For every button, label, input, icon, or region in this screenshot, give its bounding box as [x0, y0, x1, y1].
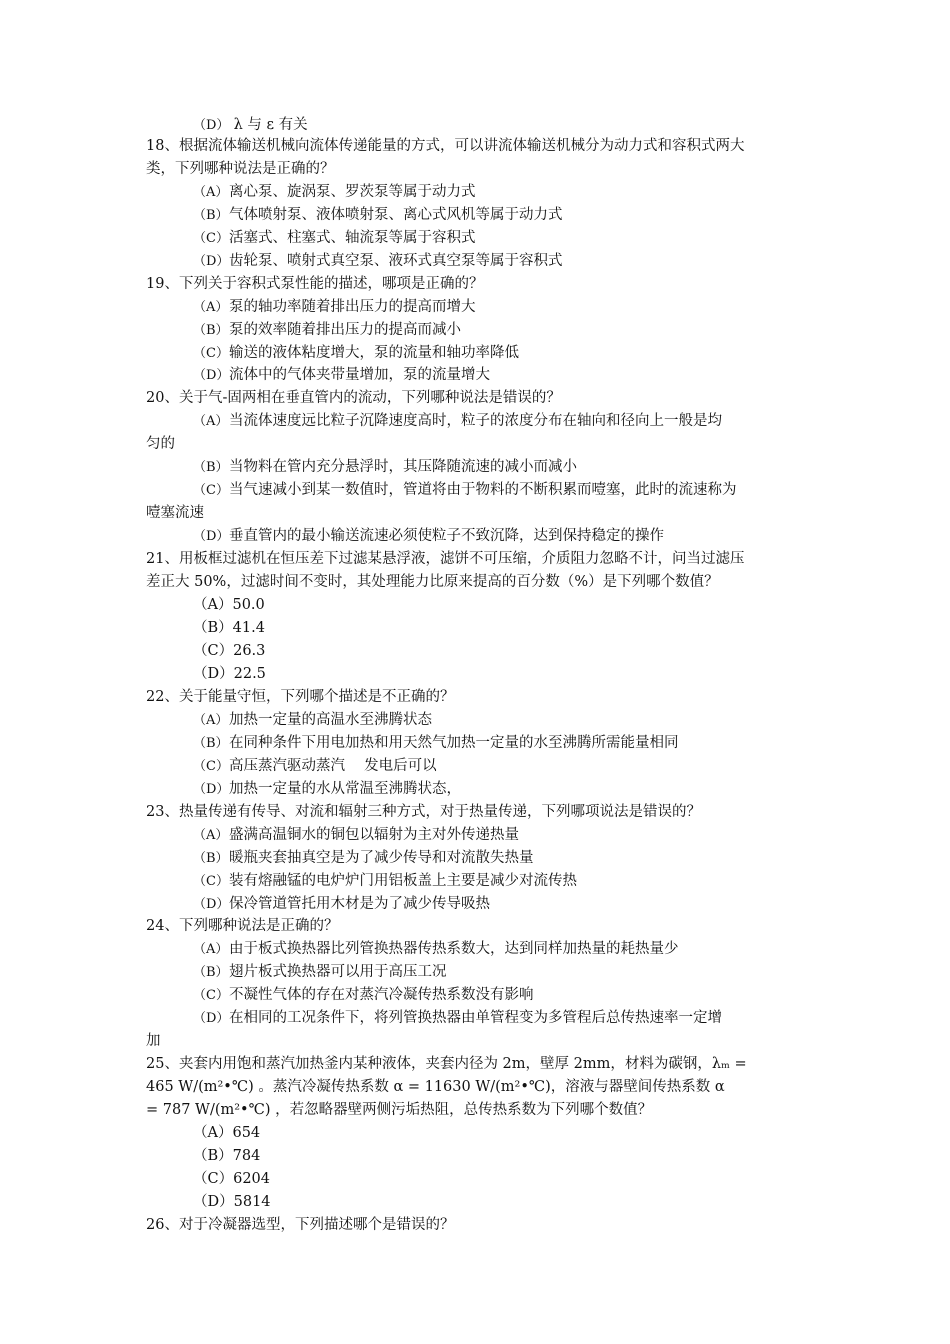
line-text: 加热一定量的水从常温至沸腾状态，	[229, 781, 461, 797]
line-text: 当气速减小到某一数值时，管道将由于物料的不断积累而噎塞，此时的流速称为	[229, 482, 737, 498]
answer-option-line	[193, 296, 853, 318]
answer-option-line	[193, 824, 853, 846]
answer-option-line	[193, 479, 853, 501]
answer-option-line	[193, 1007, 853, 1029]
line-text: （D）5814	[193, 1194, 271, 1210]
question-text-line	[146, 502, 806, 524]
option-label: （A）	[193, 185, 229, 200]
line-text: （C）6204	[193, 1171, 270, 1187]
answer-option-line	[193, 709, 853, 731]
line-text: 由于板式换热器比列管换热器传热系数大，达到同样加热量的耗热量少	[229, 941, 679, 957]
line-text: 气体喷射泵、液体喷射泵、离心式风机等属于动力式	[229, 207, 563, 223]
option-label: （D）	[193, 897, 230, 912]
answer-option-line	[193, 250, 853, 272]
line-text: 465 W/(m²•℃) 。蒸汽冷凝传热系数 α = 11630 W/(m²•℃)，溶液与器壁间传热系数 α	[146, 1079, 725, 1095]
option-label: （D）	[193, 529, 230, 544]
answer-option-line	[193, 893, 853, 915]
line-text: （A）50.0	[193, 597, 265, 613]
answer-option-line	[193, 732, 853, 754]
answer-option-line	[193, 319, 853, 341]
line-text: 类，下列哪种说法是正确的？	[146, 161, 335, 177]
option-label: （A）	[193, 713, 229, 728]
option-label: （B）	[193, 736, 229, 751]
answer-option-line	[193, 938, 853, 960]
line-text: 高压蒸汽驱动蒸汽 发电后可以	[229, 758, 437, 774]
option-label: （D）	[193, 368, 230, 383]
line-text: 19、下列关于容积式泵性能的描述，哪项是正确的？	[146, 276, 484, 292]
question-text-line	[146, 1076, 806, 1098]
option-label: （A）	[193, 828, 229, 843]
line-text: 暖瓶夹套抽真空是为了减少传导和对流散失热量	[229, 850, 534, 866]
line-text: 泵的效率随着排出压力的提高而减小	[229, 322, 461, 338]
line-text: 当流体速度远比粒子沉降速度高时，粒子的浓度分布在轴向和径向上一般是均	[229, 413, 722, 429]
answer-option-line	[193, 617, 853, 639]
answer-option-line	[193, 870, 853, 892]
question-text-line	[146, 915, 806, 937]
line-text: 盛满高温铜水的铜包以辐射为主对外传递热量	[229, 827, 519, 843]
line-text: 20、关于气-固两相在垂直管内的流动，下列哪种说法是错误的？	[146, 390, 561, 406]
question-text-line	[146, 387, 806, 409]
line-text: 加	[146, 1033, 161, 1049]
question-text-line	[146, 1053, 806, 1075]
question-text-line	[146, 801, 806, 823]
answer-option-line	[193, 663, 853, 685]
answer-option-line	[193, 410, 853, 432]
answer-option-line	[193, 204, 853, 226]
answer-option-line	[193, 640, 853, 662]
line-text: （C）26.3	[193, 643, 266, 659]
answer-option-line	[193, 847, 853, 869]
question-text-line	[146, 158, 806, 180]
answer-option-line	[193, 1168, 853, 1190]
line-text: 装有熔融锰的电炉炉门用铝板盖上主要是减少对流传热	[229, 873, 577, 889]
option-label: （D）	[193, 1011, 230, 1026]
question-text-line	[146, 135, 806, 157]
question-text-line	[146, 1099, 806, 1121]
answer-option-line	[193, 227, 853, 249]
option-label: （D）	[193, 254, 230, 269]
answer-option-line	[193, 1191, 853, 1213]
line-text: 差正大 50%，过滤时间不变时，其处理能力比原来提高的百分数（%）是下列哪个数值？	[146, 574, 719, 590]
line-text: （D）22.5	[193, 666, 266, 682]
question-text-line	[146, 433, 806, 455]
option-label: （C）	[193, 874, 229, 889]
line-text: 在相同的工况条件下，将列管换热器由单管程变为多管程后总传热速率一定增	[229, 1010, 722, 1026]
option-label: （C）	[193, 759, 229, 774]
option-label: （B）	[193, 208, 229, 223]
line-text: 24、下列哪种说法是正确的？	[146, 918, 339, 934]
option-label: （A）	[193, 414, 229, 429]
line-text: 离心泵、旋涡泵、罗茨泵等属于动力式	[229, 184, 476, 200]
answer-option-line	[193, 1145, 853, 1167]
answer-option-line	[193, 114, 853, 136]
option-label: （D）	[193, 118, 230, 133]
line-text: 泵的轴功率随着排出压力的提高而增大	[229, 299, 476, 315]
option-label: （A）	[193, 300, 229, 315]
line-text: 不凝性气体的存在对蒸汽冷凝传热系数没有影响	[229, 987, 534, 1003]
line-text: 18、根据流体输送机械向流体传递能量的方式，可以讲流体输送机械分为动力式和容积式两大	[146, 138, 745, 154]
answer-option-line	[193, 456, 853, 478]
line-text: 翅片板式换热器可以用于高压工况	[229, 964, 447, 980]
line-text: （B）41.4	[193, 620, 265, 636]
line-text: 26、对于冷凝器选型，下列描述哪个是错误的？	[146, 1217, 455, 1233]
line-text: 输送的液体粘度增大，泵的流量和轴功率降低	[229, 345, 519, 361]
option-label: （B）	[193, 851, 229, 866]
question-text-line	[146, 1030, 806, 1052]
line-text: 噎塞流速	[146, 505, 204, 521]
question-text-line	[146, 686, 806, 708]
question-text-line	[146, 273, 806, 295]
answer-option-line	[193, 961, 853, 983]
line-text: 保冷管道管托用木材是为了减少传导吸热	[229, 896, 490, 912]
line-text: 22、关于能量守恒，下列哪个描述是不正确的？	[146, 689, 455, 705]
line-text: （A）654	[193, 1125, 261, 1141]
question-text-line	[146, 548, 806, 570]
line-text: 在同种条件下用电加热和用天然气加热一定量的水至沸腾所需能量相同	[229, 735, 679, 751]
answer-option-line	[193, 342, 853, 364]
line-text: 流体中的气体夹带量增加，泵的流量增大	[229, 367, 490, 383]
line-text: （B）784	[193, 1148, 261, 1164]
answer-option-line	[193, 594, 853, 616]
line-text: 加热一定量的高温水至沸腾状态	[229, 712, 432, 728]
answer-option-line	[193, 364, 853, 386]
line-text: 23、热量传递有传导、对流和辐射三种方式，对于热量传递，下列哪项说法是错误的？	[146, 804, 701, 820]
option-label: （C）	[193, 988, 229, 1003]
answer-option-line	[193, 755, 853, 777]
line-text: 21、用板框过滤机在恒压差下过滤某悬浮液，滤饼不可压缩，介质阻力忽略不计，问当过滤压	[146, 551, 745, 567]
line-text: 匀的	[146, 436, 175, 452]
option-label: （C）	[193, 231, 229, 246]
line-text: 活塞式、柱塞式、轴流泵等属于容积式	[229, 230, 476, 246]
line-text: = 787 W/(m²•℃) ，若忽略器壁两侧污垢热阻，总传热系数为下列哪个数值？	[146, 1102, 653, 1118]
line-text: 当物料在管内充分悬浮时，其压降随流速的减小而减小	[229, 459, 577, 475]
option-label: （B）	[193, 460, 229, 475]
answer-option-line	[193, 984, 853, 1006]
option-label: （C）	[193, 483, 229, 498]
option-label: （A）	[193, 942, 229, 957]
line-text: λ 与 ε 有关	[229, 117, 308, 133]
answer-option-line	[193, 525, 853, 547]
option-label: （C）	[193, 346, 229, 361]
line-text: 25、夹套内用饱和蒸汽加热釜内某种液体，夹套内径为 2m，壁厚 2mm，材料为碳钢，λₘ =	[146, 1056, 747, 1072]
line-text: 齿轮泵、喷射式真空泵、液环式真空泵等属于容积式	[229, 253, 563, 269]
option-label: （B）	[193, 965, 229, 980]
question-text-line	[146, 1214, 806, 1236]
option-label: （D）	[193, 782, 230, 797]
option-label: （B）	[193, 323, 229, 338]
answer-option-line	[193, 1122, 853, 1144]
question-text-line	[146, 571, 806, 593]
answer-option-line	[193, 181, 853, 203]
line-text: 垂直管内的最小输送流速必须使粒子不致沉降，达到保持稳定的操作	[229, 528, 664, 544]
answer-option-line	[193, 778, 853, 800]
